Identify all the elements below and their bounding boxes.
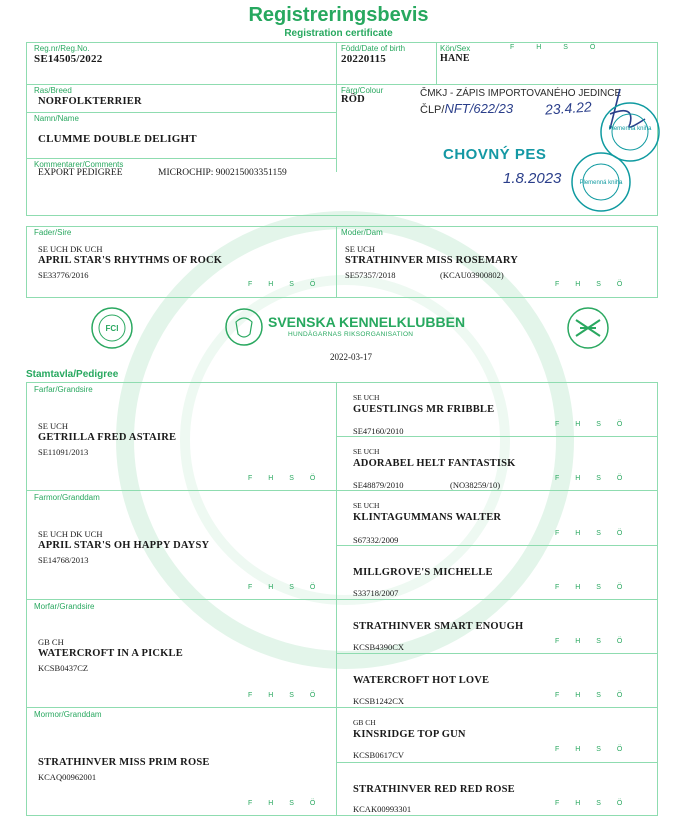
microchip-value: MICROCHIP: 900215003351159 xyxy=(158,168,287,178)
dob-label: Född/Date of birth xyxy=(341,44,406,53)
grandparent-label: Farmor/Granddam xyxy=(34,493,100,502)
ggp-name: WATERCROFT HOT LOVE xyxy=(353,675,490,686)
grandparent-fhso: F H S Ö xyxy=(248,692,316,699)
ggp-reg: KCAK00993301 xyxy=(353,804,412,814)
grandparent-label: Farfar/Grandsire xyxy=(34,385,93,394)
ggp-fhso: F H S Ö xyxy=(555,638,623,645)
sire-title: SE UCH DK UCH xyxy=(38,244,103,254)
ggp-fhso: F H S Ö xyxy=(555,584,623,591)
ggp-title: GB CH xyxy=(353,718,376,727)
grandparent-label: Morfar/Grandsire xyxy=(34,602,95,611)
ggp-title: SE UCH xyxy=(353,501,380,510)
grandparent-title: SE UCH xyxy=(38,421,68,431)
ggp-name: KINSRIDGE TOP GUN xyxy=(353,729,466,740)
breed-label: Ras/Breed xyxy=(34,86,72,95)
ggp-name: STRATHINVER SMART ENOUGH xyxy=(353,621,524,632)
ggp-reg: S67332/2009 xyxy=(353,535,399,545)
ggp-reg: KCSB4390CX xyxy=(353,642,405,652)
grandparent-reg: KCAQ00962001 xyxy=(38,772,97,782)
dam-reg2: (KCAU03900802) xyxy=(440,270,504,280)
ggp-name: ADORABEL HELT FANTASTISK xyxy=(353,458,516,469)
grandparent-title: GB CH xyxy=(38,637,64,647)
sire-fhso: F H S Ö xyxy=(248,281,316,288)
grandparent-reg: SE11091/2013 xyxy=(38,447,89,457)
dam-label: Moder/Dam xyxy=(341,228,383,237)
grandparent-label: Mormor/Granddam xyxy=(34,710,102,719)
ggp-title: SE UCH xyxy=(353,447,380,456)
club-name: SVENSKA KENNELKLUBBEN xyxy=(268,314,466,330)
sex-label: Kön/Sex xyxy=(440,44,471,53)
sire-name: APRIL STAR'S RHYTHMS OF ROCK xyxy=(38,255,223,266)
certificate-title: Registreringsbevis xyxy=(248,4,429,26)
certificate-subtitle: Registration certificate xyxy=(284,28,393,39)
ggp-reg: KCSB1242CX xyxy=(353,696,405,706)
fhso-header: F H S Ö xyxy=(510,44,596,51)
dam-title: SE UCH xyxy=(345,244,375,254)
dam-reg: SE57357/2018 xyxy=(345,270,396,280)
ggp-reg: S33718/2007 xyxy=(353,588,399,598)
ggp-reg: SE47160/2010 xyxy=(353,426,404,436)
grandparent-name: WATERCROFT IN A PICKLE xyxy=(38,648,183,659)
grandparent-name: STRATHINVER MISS PRIM ROSE xyxy=(38,757,210,768)
grandparent-reg: KCSB0437CZ xyxy=(38,663,89,673)
ggp-name: MILLGROVE'S MICHELLE xyxy=(353,567,493,578)
dob-value: 20220115 xyxy=(341,53,386,65)
ggp-reg2: (NO38259/10) xyxy=(450,480,501,490)
name-label: Namn/Name xyxy=(34,114,79,123)
grandparent-reg: SE14768/2013 xyxy=(38,555,89,565)
ggp-reg: KCSB0617CV xyxy=(353,750,405,760)
registration-box xyxy=(26,42,658,216)
fci-logo xyxy=(90,306,134,350)
seal-bottom-text: Plemenná kniha xyxy=(579,180,623,186)
grandparent-name: APRIL STAR'S OH HAPPY DAYSY xyxy=(38,540,210,551)
ggp-fhso: F H S Ö xyxy=(555,800,623,807)
club-subtitle: HUNDÄGARNAS RIKSORGANISATION xyxy=(288,331,414,338)
ggp-fhso: F H S Ö xyxy=(555,421,623,428)
issue-date: 2022-03-17 xyxy=(330,352,372,362)
ggp-fhso: F H S Ö xyxy=(555,530,623,537)
ggp-fhso: F H S Ö xyxy=(555,692,623,699)
ggp-fhso: F H S Ö xyxy=(555,475,623,482)
stamp-date: 23.4.22 xyxy=(544,98,593,118)
comments-label: Kommentarer/Comments xyxy=(34,160,124,169)
grandparent-fhso: F H S Ö xyxy=(248,800,316,807)
ggp-name: KLINTAGUMMANS WALTER xyxy=(353,512,502,523)
stamp-prefix: ČLP/ xyxy=(420,104,445,116)
dam-fhso: F H S Ö xyxy=(555,281,623,288)
comments-value: EXPORT PEDIGREE xyxy=(38,168,123,178)
seal-top-text: Plemenná kniha xyxy=(608,126,652,132)
skk-logo xyxy=(224,306,264,348)
colour-label: Färg/Colour xyxy=(341,86,384,95)
fci-text: FCI xyxy=(105,324,119,333)
sire-reg: SE33776/2016 xyxy=(38,270,89,280)
sire-label: Fader/Sire xyxy=(34,228,72,237)
pedigree-section-label: Stamtavla/Pedigree xyxy=(26,369,119,380)
dog-name: CLUMME DOUBLE DELIGHT xyxy=(38,133,197,145)
colour-value: RÖD xyxy=(341,94,365,105)
grandparent-fhso: F H S Ö xyxy=(248,584,316,591)
grandparent-title: SE UCH DK UCH xyxy=(38,529,103,539)
grandparent-fhso: F H S Ö xyxy=(248,475,316,482)
grandparent-name: GETRILLA FRED ASTAIRE xyxy=(38,432,177,443)
dam-name: STRATHINVER MISS ROSEMARY xyxy=(345,255,519,266)
ggp-reg: SE48879/2010 xyxy=(353,480,404,490)
reg-value: SE14505/2022 xyxy=(34,53,103,65)
import-stamp-line2 xyxy=(420,101,513,116)
breed-value: NORFOLKTERRIER xyxy=(38,96,142,107)
reg-label: Reg.nr/Reg.No. xyxy=(34,44,90,53)
sex-value: HANE xyxy=(440,53,470,64)
kennel-club-logo-right xyxy=(566,306,610,350)
ggp-name: STRATHINVER RED RED ROSE xyxy=(353,784,515,795)
ggp-name: GUESTLINGS MR FRIBBLE xyxy=(353,404,495,415)
plemenna-kniha-seal-bottom xyxy=(569,150,633,214)
chovny-pes-stamp: CHOVNÝ PES xyxy=(443,146,547,163)
ggp-title: SE UCH xyxy=(353,393,380,402)
import-stamp-line1: ČMKJ - ZÁPIS IMPORTOVANÉHO JEDINCE xyxy=(420,88,622,99)
ggp-fhso: F H S Ö xyxy=(555,746,623,753)
chovny-date: 1.8.2023 xyxy=(503,170,562,187)
stamp-handwritten-number: NFT/622/23 xyxy=(444,101,514,116)
